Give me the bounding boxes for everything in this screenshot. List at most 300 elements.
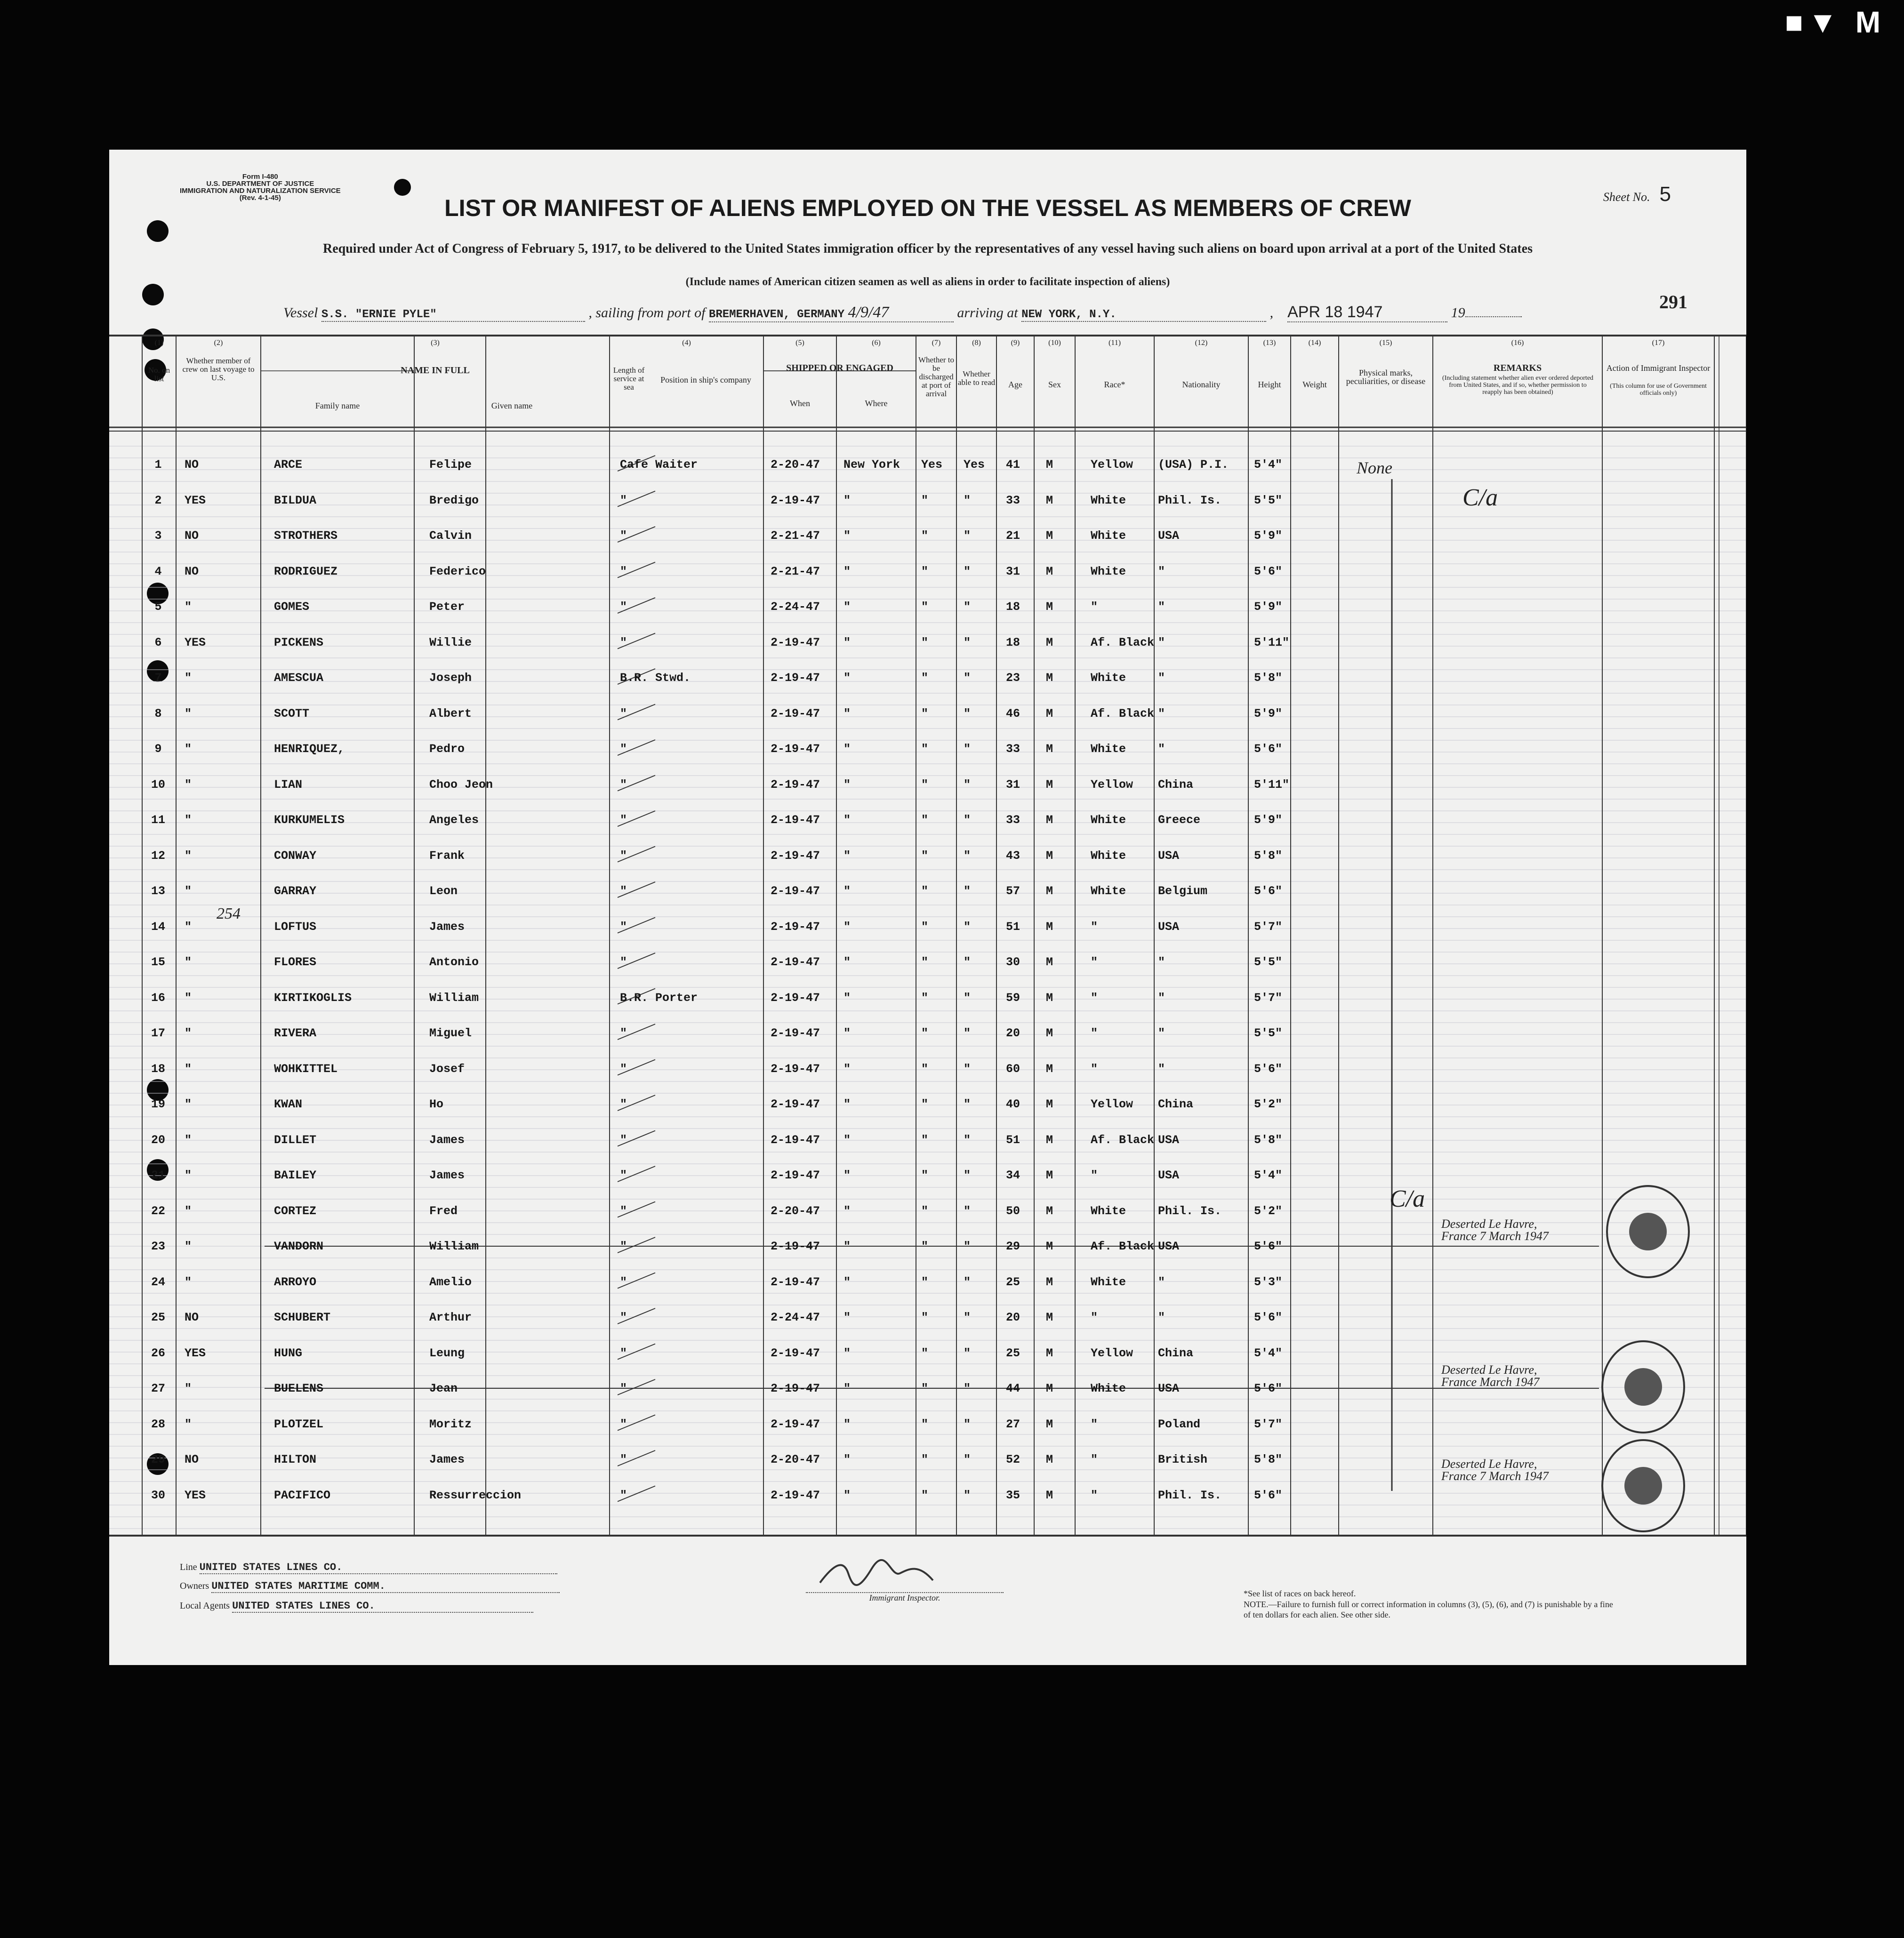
- crew-last-voyage: YES: [185, 493, 206, 507]
- row-number: 30: [151, 1488, 165, 1502]
- inspector-label: Immigrant Inspector.: [806, 1592, 1004, 1603]
- shipped-where: ": [844, 1488, 851, 1502]
- position: ": [620, 1169, 627, 1182]
- column-number: (1): [154, 339, 164, 347]
- row-number: 11: [151, 813, 165, 827]
- given-name: Federico: [429, 564, 486, 578]
- discharged: ": [921, 493, 929, 507]
- discharged: ": [921, 849, 929, 863]
- shipped-when: 2-19-47: [771, 1062, 820, 1076]
- sex: M: [1046, 813, 1053, 827]
- able-to-read: ": [964, 777, 971, 792]
- shipped-where: ": [844, 1169, 851, 1182]
- family-name: PACIFICO: [274, 1488, 331, 1502]
- handwritten-ca: C/a: [1390, 1185, 1425, 1212]
- able-to-read: ": [964, 742, 971, 756]
- sex: M: [1046, 1453, 1053, 1466]
- age: 41: [1006, 458, 1020, 472]
- crew-last-voyage: YES: [185, 1488, 206, 1502]
- able-to-read: ": [964, 1382, 971, 1395]
- shipped-where: ": [844, 1026, 851, 1040]
- height: 5'7": [1254, 920, 1283, 934]
- height: 5'7": [1254, 1417, 1283, 1431]
- crew-last-voyage: ": [185, 1133, 192, 1147]
- given-name: Albert: [429, 706, 472, 721]
- age: 50: [1006, 1204, 1020, 1218]
- race: White: [1091, 1275, 1126, 1289]
- nationality: Phil. Is.: [1158, 1488, 1222, 1502]
- footer-agents: Local Agents UNITED STATES LINES CO.: [180, 1600, 533, 1613]
- race: White: [1091, 742, 1126, 756]
- nationality: ": [1158, 1026, 1165, 1040]
- given-name: Angeles: [429, 813, 479, 827]
- crew-last-voyage: YES: [185, 635, 206, 649]
- header-shipped-engaged: SHIPPED OR ENGAGED: [786, 363, 893, 373]
- given-name: Amelio: [429, 1275, 472, 1289]
- family-name: ARROYO: [274, 1275, 317, 1289]
- height: 5'2": [1254, 1204, 1283, 1218]
- header-inspector-sub: (This column for use of Government officials only): [1610, 383, 1707, 397]
- discharged: ": [921, 635, 929, 649]
- sex: M: [1046, 635, 1053, 649]
- crew-last-voyage: ": [185, 706, 192, 721]
- shipped-where: ": [844, 991, 851, 1005]
- sex: M: [1046, 1488, 1053, 1502]
- able-to-read: ": [964, 920, 971, 934]
- header-age: Age: [1008, 380, 1022, 389]
- given-name: Felipe: [429, 458, 472, 472]
- crew-last-voyage: ": [185, 1062, 192, 1076]
- able-to-read: ": [964, 884, 971, 898]
- header-remarks-sub: (Including statement whether alien ever ordered deported from United States, and if so, whether permission to reapply has been obtained): [1442, 375, 1594, 396]
- discharged: ": [921, 777, 929, 792]
- discharged: Yes: [921, 458, 943, 472]
- height: 5'9": [1254, 529, 1283, 543]
- family-name: RIVERA: [274, 1026, 317, 1040]
- age: 46: [1006, 706, 1020, 721]
- height: 5'5": [1254, 955, 1283, 969]
- able-to-read: ": [964, 1346, 971, 1360]
- shipped-when: 2-19-47: [771, 991, 820, 1005]
- crew-last-voyage: ": [185, 1240, 192, 1253]
- shipped-where: ": [844, 920, 851, 934]
- discharged: ": [921, 1204, 929, 1218]
- crew-last-voyage: NO: [185, 1311, 199, 1324]
- shipped-where: ": [844, 706, 851, 721]
- able-to-read: ": [964, 1453, 971, 1466]
- given-name: Peter: [429, 600, 465, 614]
- crew-last-voyage: ": [185, 849, 192, 863]
- position: ": [620, 1382, 627, 1395]
- family-name: KURKUMELIS: [274, 813, 345, 827]
- row-number: 12: [151, 849, 165, 863]
- nationality: China: [1158, 1097, 1194, 1111]
- discharged: ": [921, 1062, 929, 1076]
- header-length-of-service: Length of service at sea: [613, 366, 645, 392]
- given-name: Leung: [429, 1346, 465, 1360]
- height: 5'9": [1254, 600, 1283, 614]
- crew-last-voyage: ": [185, 671, 192, 685]
- discharged: ": [921, 991, 929, 1005]
- nationality: USA: [1158, 849, 1180, 863]
- age: 29: [1006, 1240, 1020, 1253]
- discharged: ": [921, 1240, 929, 1253]
- sex: M: [1046, 493, 1053, 507]
- discharged: ": [921, 920, 929, 934]
- page-subtitle: Required under Act of Congress of February 5, 1917, to be delivered to the United States immigration officer by the representatives of any vessel having such aliens on board upon arrival at a port of the United States: [323, 241, 1533, 256]
- discharged: ": [921, 706, 929, 721]
- age: 44: [1006, 1382, 1020, 1395]
- family-name: FLORES: [274, 955, 317, 969]
- sheet-number: Sheet No. 5: [1603, 183, 1671, 206]
- row-number: 9: [154, 742, 162, 756]
- shipped-when: 2-19-47: [771, 671, 820, 685]
- able-to-read: ": [964, 849, 971, 863]
- race: ": [1091, 1062, 1098, 1076]
- column-number: (8): [972, 339, 981, 347]
- height: 5'4": [1254, 458, 1283, 472]
- given-name: Willie: [429, 635, 472, 649]
- family-name: BUELENS: [274, 1382, 324, 1395]
- height: 5'8": [1254, 1453, 1283, 1466]
- family-name: LOFTUS: [274, 920, 317, 934]
- row-number: 16: [151, 991, 165, 1005]
- age: 40: [1006, 1097, 1020, 1111]
- row-number: 25: [151, 1311, 165, 1324]
- given-name: Fred: [429, 1204, 458, 1218]
- crew-last-voyage: NO: [185, 529, 199, 543]
- row-number: 27: [151, 1382, 165, 1395]
- row-number: 17: [151, 1026, 165, 1040]
- age: 31: [1006, 564, 1020, 578]
- shipped-where: ": [844, 849, 851, 863]
- column-number: (16): [1511, 339, 1524, 347]
- position: ": [620, 1240, 627, 1253]
- age: 20: [1006, 1026, 1020, 1040]
- able-to-read: ": [964, 1275, 971, 1289]
- header-remarks: REMARKS: [1493, 363, 1542, 373]
- able-to-read: ": [964, 706, 971, 721]
- crew-last-voyage: ": [185, 1026, 192, 1040]
- position: ": [620, 1026, 627, 1040]
- deserted-note: Deserted Le Havre, France March 1947: [1441, 1363, 1540, 1389]
- nationality: ": [1158, 742, 1165, 756]
- position: ": [620, 635, 627, 649]
- row-number: 22: [151, 1204, 165, 1218]
- able-to-read: ": [964, 1097, 971, 1111]
- shipped-when: 2-19-47: [771, 777, 820, 792]
- able-to-read: Yes: [964, 458, 985, 472]
- header-race: Race*: [1104, 380, 1125, 389]
- family-name: HUNG: [274, 1346, 303, 1360]
- position: ": [620, 1204, 627, 1218]
- able-to-read: ": [964, 1062, 971, 1076]
- header-nationality: Nationality: [1182, 380, 1221, 389]
- sex: M: [1046, 920, 1053, 934]
- position: ": [620, 1311, 627, 1324]
- row-number: 4: [154, 564, 162, 578]
- shipped-where: ": [844, 671, 851, 685]
- race: ": [1091, 600, 1098, 614]
- given-name: Jean: [429, 1382, 458, 1395]
- age: 25: [1006, 1346, 1020, 1360]
- crew-last-voyage: ": [185, 884, 192, 898]
- column-number: (17): [1652, 339, 1665, 347]
- age: 25: [1006, 1275, 1020, 1289]
- discharged: ": [921, 1346, 929, 1360]
- shipped-when: 2-20-47: [771, 1204, 820, 1218]
- height: 5'6": [1254, 884, 1283, 898]
- age: 51: [1006, 920, 1020, 934]
- nationality: China: [1158, 777, 1194, 792]
- discharged: ": [921, 564, 929, 578]
- height: 5'5": [1254, 493, 1283, 507]
- able-to-read: ": [964, 635, 971, 649]
- race: White: [1091, 529, 1126, 543]
- family-name: HENRIQUEZ,: [274, 742, 345, 756]
- shipped-where: ": [844, 1133, 851, 1147]
- sex: M: [1046, 777, 1053, 792]
- sex: M: [1046, 991, 1053, 1005]
- discharged: ": [921, 1417, 929, 1431]
- discharged: ": [921, 1453, 929, 1466]
- position: ": [620, 1097, 627, 1111]
- position: ": [620, 849, 627, 863]
- row-number: 14: [151, 920, 165, 934]
- position: ": [620, 564, 627, 578]
- race: Af. Black: [1091, 1133, 1155, 1147]
- sex: M: [1046, 1240, 1053, 1253]
- discharged: ": [921, 529, 929, 543]
- given-name: Joseph: [429, 671, 472, 685]
- column-number: (12): [1195, 339, 1208, 347]
- discharged: ": [921, 1169, 929, 1182]
- handwritten-ca: C/a: [1462, 484, 1498, 511]
- shipped-when: 2-19-47: [771, 1346, 820, 1360]
- shipped-when: 2-19-47: [771, 1169, 820, 1182]
- nationality: USA: [1158, 529, 1180, 543]
- nationality: ": [1158, 671, 1165, 685]
- shipped-when: 2-24-47: [771, 600, 820, 614]
- race: White: [1091, 884, 1126, 898]
- family-name: LIAN: [274, 777, 303, 792]
- race: ": [1091, 920, 1098, 934]
- age: 21: [1006, 529, 1020, 543]
- film-corner-mark: ■▼ M: [1784, 5, 1885, 39]
- position: ": [620, 1275, 627, 1289]
- race: White: [1091, 1204, 1126, 1218]
- nationality: Poland: [1158, 1417, 1201, 1431]
- given-name: Leon: [429, 884, 458, 898]
- crew-last-voyage: YES: [185, 1346, 206, 1360]
- given-name: Moritz: [429, 1417, 472, 1431]
- shipped-where: ": [844, 1275, 851, 1289]
- crew-last-voyage: ": [185, 777, 192, 792]
- header-position: Position in ship's company: [660, 375, 751, 384]
- age: 51: [1006, 1133, 1020, 1147]
- height: 5'11": [1254, 635, 1290, 649]
- row-number: 23: [151, 1240, 165, 1253]
- crew-last-voyage: ": [185, 920, 192, 934]
- discharged: ": [921, 1275, 929, 1289]
- form-identifier: Form I-480 U.S. DEPARTMENT OF JUSTICE IMMIGRATION AND NATURALIZATION SERVICE (Rev. 4-1-45): [180, 173, 341, 202]
- family-name: KWAN: [274, 1097, 303, 1111]
- crew-last-voyage: ": [185, 1169, 192, 1182]
- header-able-to-read: Whether able to read: [957, 369, 996, 387]
- header-no-on-list: No. on list: [148, 366, 170, 383]
- column-number: (14): [1308, 339, 1321, 347]
- row-number: 29: [151, 1453, 165, 1466]
- crew-last-voyage: ": [185, 1204, 192, 1218]
- row-number: 26: [151, 1346, 165, 1360]
- height: 5'8": [1254, 1133, 1283, 1147]
- crew-last-voyage: ": [185, 955, 192, 969]
- column-number: (6): [872, 339, 881, 347]
- shipped-where: ": [844, 635, 851, 649]
- race: ": [1091, 1488, 1098, 1502]
- shipped-where: ": [844, 1346, 851, 1360]
- height: 5'6": [1254, 1488, 1283, 1502]
- race: White: [1091, 1382, 1126, 1395]
- given-name: Antonio: [429, 955, 479, 969]
- shipped-where: ": [844, 1382, 851, 1395]
- shipped-when: 2-21-47: [771, 564, 820, 578]
- family-name: DILLET: [274, 1133, 317, 1147]
- crew-last-voyage: ": [185, 1382, 192, 1395]
- given-name: James: [429, 1453, 465, 1466]
- row-number: 13: [151, 884, 165, 898]
- given-name: Miguel: [429, 1026, 472, 1040]
- row-number: 5: [154, 600, 162, 614]
- height: 5'4": [1254, 1169, 1283, 1182]
- family-name: SCHUBERT: [274, 1311, 331, 1324]
- age: 52: [1006, 1453, 1020, 1466]
- crew-last-voyage: ": [185, 1097, 192, 1111]
- sex: M: [1046, 742, 1053, 756]
- height: 5'11": [1254, 777, 1290, 792]
- header-physical-marks: Physical marks, peculiarities, or disease: [1346, 368, 1426, 386]
- stamp-number: 291: [1659, 291, 1687, 312]
- able-to-read: ": [964, 1169, 971, 1182]
- sex: M: [1046, 1026, 1053, 1040]
- shipped-when: 2-19-47: [771, 493, 820, 507]
- race: ": [1091, 955, 1098, 969]
- able-to-read: ": [964, 1488, 971, 1502]
- able-to-read: ": [964, 813, 971, 827]
- height: 5'6": [1254, 564, 1283, 578]
- family-name: BAILEY: [274, 1169, 317, 1182]
- family-name: KIRTIKOGLIS: [274, 991, 352, 1005]
- shipped-where: ": [844, 1062, 851, 1076]
- crew-last-voyage: ": [185, 991, 192, 1005]
- sex: M: [1046, 849, 1053, 863]
- race: Yellow: [1091, 458, 1133, 472]
- given-name: Frank: [429, 849, 465, 863]
- able-to-read: ": [964, 955, 971, 969]
- race: Yellow: [1091, 777, 1133, 792]
- header-when: When: [790, 399, 810, 408]
- shipped-when: 2-19-47: [771, 1275, 820, 1289]
- nationality: ": [1158, 706, 1165, 721]
- column-number: (4): [682, 339, 691, 347]
- discharged: ": [921, 1488, 929, 1502]
- nationality: USA: [1158, 1240, 1180, 1253]
- header-sex: Sex: [1048, 380, 1061, 389]
- given-name: Bredigo: [429, 493, 479, 507]
- height: 5'6": [1254, 1382, 1283, 1395]
- shipped-when: 2-20-47: [771, 458, 820, 472]
- able-to-read: ": [964, 1240, 971, 1253]
- able-to-read: ": [964, 600, 971, 614]
- nationality: Belgium: [1158, 884, 1208, 898]
- sex: M: [1046, 671, 1053, 685]
- position: ": [620, 600, 627, 614]
- shipped-where: ": [844, 600, 851, 614]
- shipped-where: ": [844, 1097, 851, 1111]
- row-number: 6: [154, 635, 162, 649]
- race: White: [1091, 849, 1126, 863]
- sex: M: [1046, 706, 1053, 721]
- sex: M: [1046, 600, 1053, 614]
- nationality: ": [1158, 635, 1165, 649]
- age: 57: [1006, 884, 1020, 898]
- height: 5'6": [1254, 1062, 1283, 1076]
- nationality: (USA) P.I.: [1158, 458, 1229, 472]
- shipped-where: ": [844, 1204, 851, 1218]
- row-number: 3: [154, 529, 162, 543]
- age: 18: [1006, 600, 1020, 614]
- inspector-signature: [815, 1554, 956, 1597]
- age: 43: [1006, 849, 1020, 863]
- height: 5'9": [1254, 706, 1283, 721]
- shipped-where: ": [844, 777, 851, 792]
- column-number: (9): [1011, 339, 1020, 347]
- race: Yellow: [1091, 1346, 1133, 1360]
- consulate-stamp: [1601, 1439, 1685, 1532]
- given-name: William: [429, 991, 479, 1005]
- deserted-note: Deserted Le Havre, France 7 March 1947: [1441, 1217, 1549, 1243]
- family-name: PLOTZEL: [274, 1417, 324, 1431]
- header-height: Height: [1258, 380, 1281, 389]
- discharged: ": [921, 1382, 929, 1395]
- deserted-note: Deserted Le Havre, France 7 March 1947: [1441, 1457, 1549, 1483]
- age: 33: [1006, 742, 1020, 756]
- height: 5'3": [1254, 1275, 1283, 1289]
- given-name: James: [429, 1133, 465, 1147]
- sex: M: [1046, 1382, 1053, 1395]
- sex: M: [1046, 955, 1053, 969]
- shipped-where: ": [844, 1311, 851, 1324]
- sex: M: [1046, 564, 1053, 578]
- given-name: Pedro: [429, 742, 465, 756]
- given-name: Josef: [429, 1062, 465, 1076]
- shipped-when: 2-24-47: [771, 1311, 820, 1324]
- sex: M: [1046, 458, 1053, 472]
- crew-last-voyage: ": [185, 813, 192, 827]
- nationality: ": [1158, 564, 1165, 578]
- consulate-stamp: [1601, 1340, 1685, 1433]
- family-name: BILDUA: [274, 493, 317, 507]
- nationality: USA: [1158, 1382, 1180, 1395]
- given-name: Choo Jeon: [429, 777, 493, 792]
- nationality: USA: [1158, 1169, 1180, 1182]
- family-name: SCOTT: [274, 706, 310, 721]
- discharged: ": [921, 742, 929, 756]
- sex: M: [1046, 1311, 1053, 1324]
- able-to-read: ": [964, 1204, 971, 1218]
- discharged: ": [921, 600, 929, 614]
- shipped-when: 2-19-47: [771, 920, 820, 934]
